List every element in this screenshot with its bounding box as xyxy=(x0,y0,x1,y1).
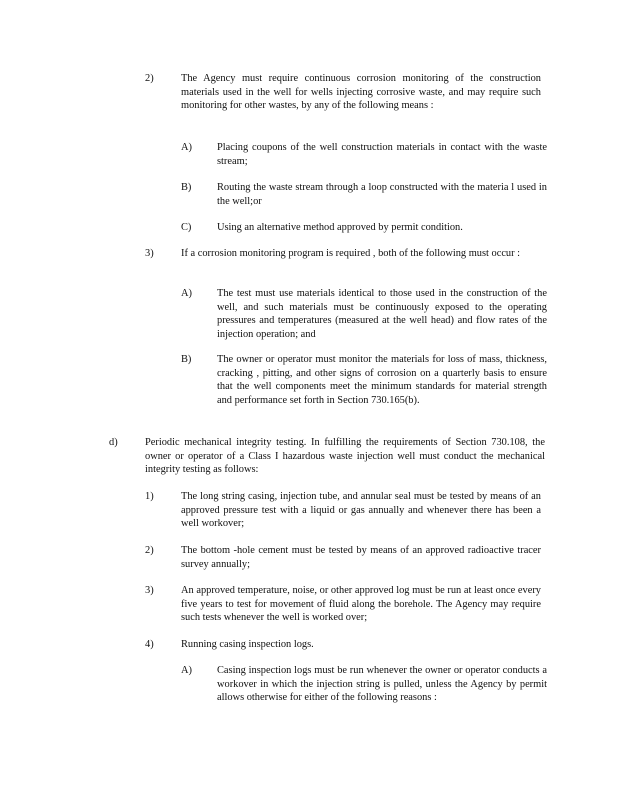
paragraph-number: 1) xyxy=(145,491,154,502)
paragraph-text: Placing coupons of the well construction materials in contact with the waste stream; xyxy=(217,142,547,167)
paragraph-number: C) xyxy=(181,222,192,233)
paragraph-text: The test must use materials identical to those used in the construction of the well, and such materials must be continuously exposed to the operating pressures and temperatures (measured at the well head) and flow rates of the injection operation; and xyxy=(217,288,547,340)
paragraph-text: If a corrosion monitoring program is required , both of the following must occur : xyxy=(181,248,521,259)
paragraph-number: B) xyxy=(181,182,192,193)
paragraph-text: The long string casing, injection tube, and annular seal must be tested by means of an approved pressure test with a liquid or gas annually and whenever there has been a well workover; xyxy=(181,491,541,529)
paragraph-text: Running casing inspection logs. xyxy=(181,639,314,650)
paragraph-number: A) xyxy=(181,142,192,153)
paragraph-text: Using an alternative method approved by permit condition. xyxy=(217,222,463,233)
paragraph-text: An approved temperature, noise, or other approved log must be run at least once every five years to test for movement of fluid along the borehole. The Agency may require such tests whenever the well is worked over; xyxy=(181,585,541,623)
paragraph-text: The bottom -hole cement must be tested by means of an approved radioactive tracer survey annually; xyxy=(181,545,541,570)
paragraph-number: 4) xyxy=(145,639,154,650)
paragraph-number: 2) xyxy=(145,73,154,84)
paragraph-number: d) xyxy=(109,437,118,448)
paragraph-number: B) xyxy=(181,354,192,365)
paragraph-number: A) xyxy=(181,665,192,676)
paragraph-text: The owner or operator must monitor the materials for loss of mass, thickness, cracking , pitting, and other signs of corrosion on a quarterly basis to ensure that the well components meet the minimum standards for material strength and performance set forth in Section 730.165(b). xyxy=(217,354,547,406)
paragraph-text: Periodic mechanical integrity testing. In fulfilling the requirements of Section 730.108, the owner or operator of a Class I hazardous waste injection well must conduct the mechanical integrity testing as follows: xyxy=(145,437,545,475)
paragraph-number: 2) xyxy=(145,545,154,556)
paragraph-text: The Agency must require continuous corrosion monitoring of the construction materials used in the well for wells injecting corrosive waste, and may require such monitoring for other wastes, by any of the following means : xyxy=(181,73,541,111)
paragraph-text: Casing inspection logs must be run whenever the owner or operator conducts a workover in which the injection string is pulled, unless the Agency by permit allows otherwise for either of the following reasons : xyxy=(217,665,547,703)
paragraph-number: 3) xyxy=(145,248,154,259)
paragraph-number: A) xyxy=(181,288,192,299)
paragraph-number: 3) xyxy=(145,585,154,596)
paragraph-text: Routing the waste stream through a loop constructed with the materia l used in the well;or xyxy=(217,182,547,207)
